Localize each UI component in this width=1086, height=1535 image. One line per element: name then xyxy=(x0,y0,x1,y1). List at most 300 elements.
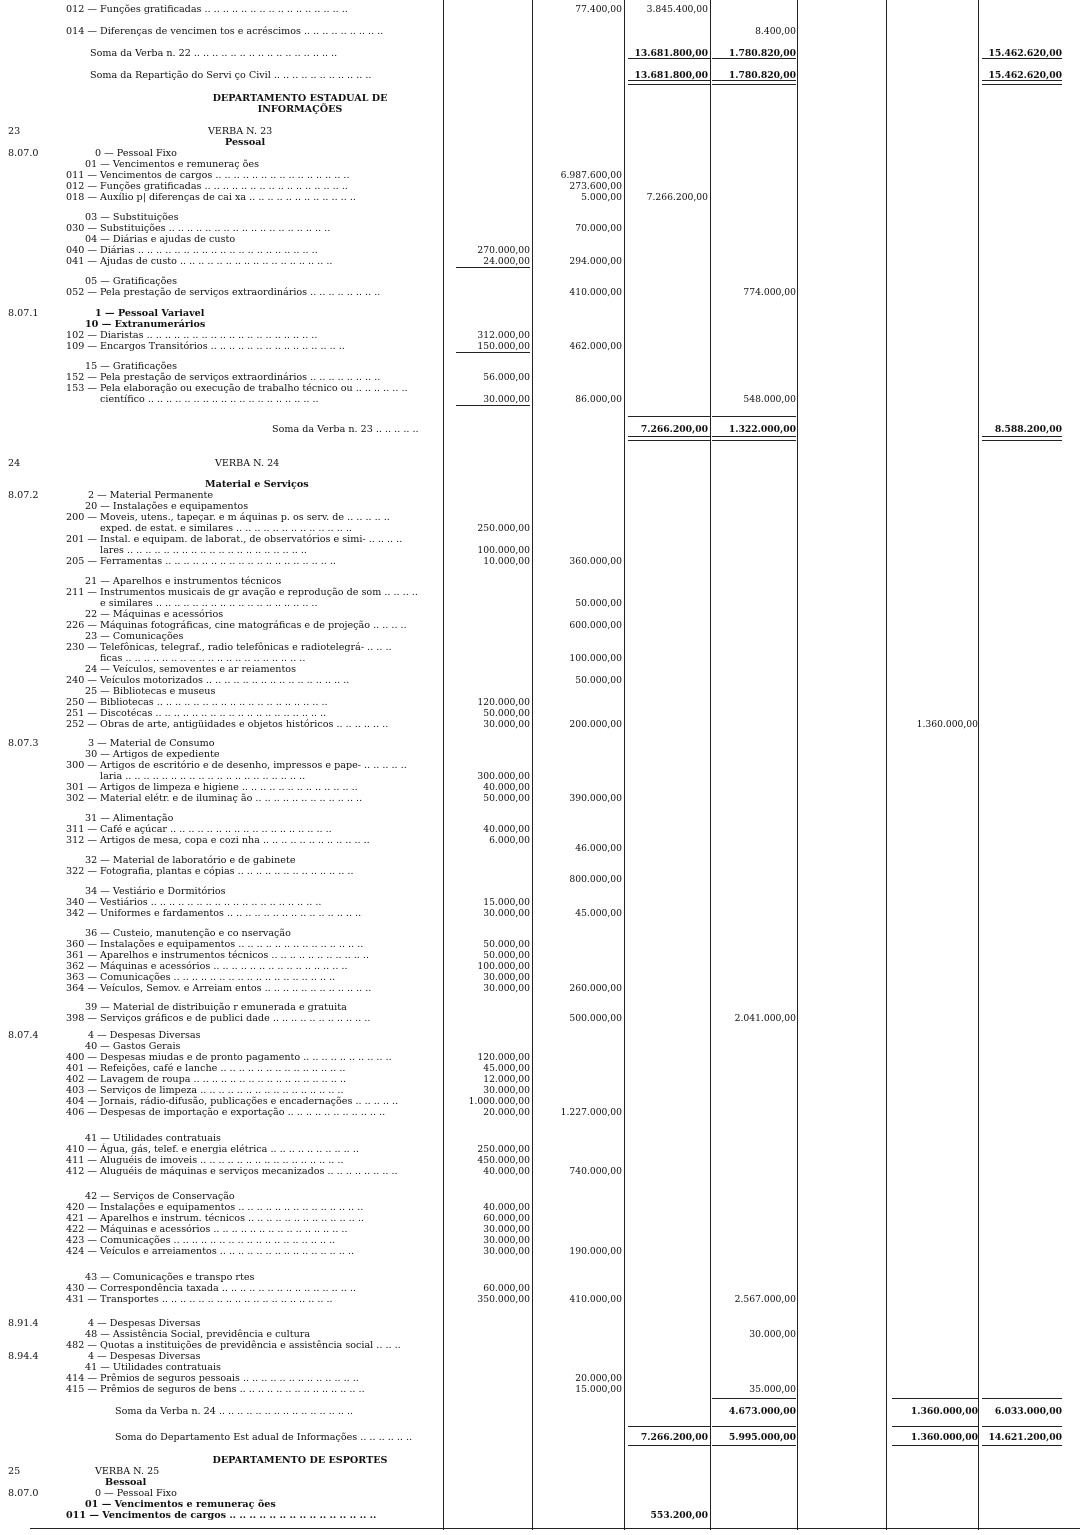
item-label: Soma da Verba n. 24 .. .. .. .. .. .. .. .. .. .. .. .. .. .. .. xyxy=(115,1406,354,1417)
ledger-row xyxy=(0,212,1086,223)
amount-c2: 5.000,00 xyxy=(581,192,622,203)
item-label: DEPARTAMENTO DE ESPORTES xyxy=(212,1455,388,1466)
amount-c1: 50.000,00 xyxy=(483,708,530,719)
item-label: 200 — Moveis, utens., tapeçar. e m áquinas p. os serv. de .. .. .. .. .. xyxy=(66,512,390,523)
ledger-row xyxy=(0,719,1086,730)
amount-c1: 250.000,00 xyxy=(477,523,530,534)
item-label: 30 — Artigos de expediente xyxy=(85,749,220,760)
ledger-row xyxy=(0,686,1086,697)
ledger-row xyxy=(0,1063,1086,1074)
amount-c6: 8.588.200,00 xyxy=(994,424,1062,435)
ledger-row xyxy=(0,458,1086,469)
ledger-row xyxy=(0,1013,1086,1024)
item-label: 360 — Instalações e equipamentos .. .. .. .. .. .. .. .. .. .. .. .. .. .. xyxy=(66,939,364,950)
amount-c2: 600.000,00 xyxy=(569,620,622,631)
ledger-row xyxy=(0,361,1086,372)
amount-c2: 260.000,00 xyxy=(569,983,622,994)
total-rule xyxy=(628,1445,710,1446)
ledger-row xyxy=(0,1294,1086,1305)
amount-c1: 20.000,00 xyxy=(483,1107,530,1118)
item-code: 8.07.2 xyxy=(8,490,39,501)
ledger-row xyxy=(0,1477,1086,1488)
amount-c1: 30.000,00 xyxy=(483,983,530,994)
ledger-row xyxy=(0,1155,1086,1166)
item-label: científico .. .. .. .. .. .. .. .. .. .. .. .. .. .. .. .. .. .. .. xyxy=(100,394,319,405)
amount-c1: 24.000,00 xyxy=(483,256,530,267)
amount-c4: 2.041.000,00 xyxy=(734,1013,796,1024)
total-rule xyxy=(712,1398,796,1399)
ledger-row xyxy=(0,642,1086,653)
ledger-row xyxy=(0,843,1086,854)
ledger-row xyxy=(0,1432,1086,1443)
total-rule xyxy=(712,416,796,417)
total-rule xyxy=(982,436,1062,437)
ledger-row xyxy=(0,782,1086,793)
item-label: 041 — Ajudas de custo .. .. .. .. .. .. .. .. .. .. .. .. .. .. .. .. .. xyxy=(66,256,333,267)
amount-c1: 270.000,00 xyxy=(477,245,530,256)
total-rule xyxy=(628,440,710,441)
total-rule xyxy=(982,1426,1062,1427)
item-label: laria .. .. .. .. .. .. .. .. .. .. .. .. .. .. .. .. .. .. .. .. xyxy=(100,771,306,782)
amount-c2: 273.600,00 xyxy=(569,181,622,192)
total-rule xyxy=(982,440,1062,441)
amount-c4: 1.322.000,00 xyxy=(728,424,796,435)
item-label: 422 — Máquinas e acessórios .. .. .. .. .. .. .. .. .. .. .. .. .. .. .. xyxy=(66,1224,348,1235)
amount-c2: 500.000,00 xyxy=(569,1013,622,1024)
item-label: 36 — Custeio, manutenção e co nservação xyxy=(85,928,291,939)
amount-c1: 30.000,00 xyxy=(483,719,530,730)
ledger-row xyxy=(0,1246,1086,1257)
ledger-row xyxy=(0,4,1086,15)
amount-c2: 200.000,00 xyxy=(569,719,622,730)
ledger-row xyxy=(0,1384,1086,1395)
amount-c3: 7.266.200,00 xyxy=(640,1432,708,1443)
amount-c3: 7.266.200,00 xyxy=(646,192,708,203)
amount-c3: 13.681.800,00 xyxy=(634,48,708,59)
ledger-row xyxy=(0,1455,1086,1466)
total-rule xyxy=(712,440,796,441)
item-label: 364 — Veículos, Semov. e Arreiam entos .. .. .. .. .. .. .. .. .. .. .. .. xyxy=(66,983,372,994)
item-label: 012 — Funções gratificadas .. .. .. .. .. .. .. .. .. .. .. .. .. .. .. .. xyxy=(66,181,348,192)
item-label: Soma da Verba n. 22 .. .. .. .. .. .. .. .. .. .. .. .. .. .. .. .. xyxy=(90,48,338,59)
ledger-row xyxy=(0,556,1086,567)
amount-c4: 5.995.000,00 xyxy=(728,1432,796,1443)
item-label: 48 — Assistência Social, previdência e cultura xyxy=(85,1329,311,1340)
item-label: 040 — Diárias .. .. .. .. .. .. .. .. .. .. .. .. .. .. .. .. .. .. .. .. xyxy=(66,245,318,256)
item-label: 302 — Material elétr. e de iluminaç ão .. .. .. .. .. .. .. .. .. .. .. .. xyxy=(66,793,363,804)
total-rule xyxy=(712,1426,796,1427)
item-label: 2 — Material Permanente xyxy=(88,490,214,501)
ledger-row xyxy=(0,793,1086,804)
amount-c3: 13.681.800,00 xyxy=(634,70,708,81)
item-label: 230 — Telefônicas, telegraf., radio telefônicas e radiotelegrá- .. .. .. xyxy=(66,642,392,653)
ledger-row xyxy=(0,341,1086,352)
ledger-row xyxy=(0,394,1086,405)
amount-c4: 2.567.000,00 xyxy=(734,1294,796,1305)
item-label: 011 — Vencimentos de cargos .. .. .. .. .. .. .. .. .. .. .. .. .. .. .. xyxy=(66,1510,377,1521)
item-label: e similares .. .. .. .. .. .. .. .. .. .. .. .. .. .. .. .. .. .. xyxy=(100,598,318,609)
amount-c4: 1.780.820,00 xyxy=(728,70,796,81)
amount-c4: 548.000,00 xyxy=(743,394,796,405)
item-label: 10 — Extranumerários xyxy=(85,319,206,330)
amount-c1: 30.000,00 xyxy=(483,908,530,919)
item-label: 21 — Aparelhos e instrumentos técnicos xyxy=(85,576,282,587)
item-label: 014 — Diferenças de vencimen tos e acréscimos .. .. .. .. .. .. .. .. .. xyxy=(66,26,384,37)
ledger-row xyxy=(0,1340,1086,1351)
ledger-row xyxy=(0,576,1086,587)
ledger-row xyxy=(0,961,1086,972)
item-label: 030 — Substituições .. .. .. .. .. .. .. .. .. .. .. .. .. .. .. .. .. .. xyxy=(66,223,331,234)
item-label: VERBA N. 23 xyxy=(208,126,273,137)
amount-c3: 7.266.200,00 xyxy=(640,424,708,435)
item-label: 401 — Refeições, café e lanche .. .. .. .. .. .. .. .. .. .. .. .. .. .. xyxy=(66,1063,346,1074)
ledger-row xyxy=(0,653,1086,664)
ledger-row xyxy=(0,26,1086,37)
total-rule xyxy=(892,1398,978,1399)
amount-c1: 10.000,00 xyxy=(483,556,530,567)
item-label: 39 — Material de distribuição r emunerada e gratuita xyxy=(85,1002,347,1013)
total-rule xyxy=(712,80,796,81)
amount-c4: 30.000,00 xyxy=(749,1329,796,1340)
ledger-row xyxy=(0,813,1086,824)
amount-c1: 40.000,00 xyxy=(483,782,530,793)
ledger-row xyxy=(0,48,1086,59)
amount-c1: 40.000,00 xyxy=(483,1202,530,1213)
ledger-row xyxy=(0,598,1086,609)
item-label: lares .. .. .. .. .. .. .. .. .. .. .. .. .. .. .. .. .. .. .. .. xyxy=(100,545,307,556)
amount-c2: 360.000,00 xyxy=(569,556,622,567)
item-label: 340 — Vestiários .. .. .. .. .. .. .. .. .. .. .. .. .. .. .. .. .. .. .. xyxy=(66,897,322,908)
amount-c2: 740.000,00 xyxy=(569,1166,622,1177)
ledger-row xyxy=(0,1096,1086,1107)
item-label: DEPARTAMENTO ESTADUAL DE xyxy=(212,93,388,104)
ledger-row xyxy=(0,223,1086,234)
item-label: 41 — Utilidades contratuais xyxy=(85,1362,221,1373)
amount-c1: 150.000,00 xyxy=(477,341,530,352)
ledger-row xyxy=(0,170,1086,181)
ledger-row xyxy=(0,1030,1086,1041)
ledger-row xyxy=(0,1166,1086,1177)
item-label: Material e Serviços xyxy=(205,479,309,490)
ledger-row xyxy=(0,512,1086,523)
amount-c1: 30.000,00 xyxy=(483,1235,530,1246)
ledger-row xyxy=(0,308,1086,319)
amount-c3: 3.845.400,00 xyxy=(646,4,708,15)
ledger-row xyxy=(0,383,1086,394)
ledger-row xyxy=(0,192,1086,203)
item-label: 415 — Prêmios de seguros de bens .. .. .. .. .. .. .. .. .. .. .. .. .. .. xyxy=(66,1384,365,1395)
item-label: 226 — Máquinas fotográficas, cine matográficas e de projeção .. .. .. .. xyxy=(66,620,407,631)
amount-c1: 50.000,00 xyxy=(483,793,530,804)
item-label: 398 — Serviços gráficos e de publici dade .. .. .. .. .. .. .. .. .. .. .. xyxy=(66,1013,371,1024)
item-label: 0 — Pessoal Fixo xyxy=(95,148,177,159)
total-rule xyxy=(456,405,530,406)
item-code: 8.94.4 xyxy=(8,1351,39,1362)
amount-c2: 410.000,00 xyxy=(569,287,622,298)
amount-c1: 60.000,00 xyxy=(483,1283,530,1294)
item-label: VERBA N. 25 xyxy=(95,1466,160,1477)
ledger-row xyxy=(0,897,1086,908)
item-label: 24 — Veículos, semoventes e ar reiamentos xyxy=(85,664,297,675)
amount-c1: 50.000,00 xyxy=(483,939,530,950)
ledger-row xyxy=(0,1052,1086,1063)
amount-c2: 1.227.000,00 xyxy=(560,1107,622,1118)
amount-c4: 1.780.820,00 xyxy=(728,48,796,59)
ledger-row xyxy=(0,1318,1086,1329)
ledger-row xyxy=(0,1466,1086,1477)
item-label: 403 — Serviços de limpeza .. .. .. .. .. .. .. .. .. .. .. .. .. .. .. .. xyxy=(66,1085,344,1096)
amount-c1: 1.000.000,00 xyxy=(468,1096,530,1107)
amount-c6: 15.462.620,00 xyxy=(988,70,1062,81)
ledger-row xyxy=(0,760,1086,771)
item-label: 300 — Artigos de escritório e de desenho, impressos e pape- .. .. .. .. .. xyxy=(66,760,407,771)
ledger-row xyxy=(0,159,1086,170)
ledger-row xyxy=(0,1406,1086,1417)
ledger-row xyxy=(0,490,1086,501)
item-label: 3 — Material de Consumo xyxy=(88,738,215,749)
item-label: 0 — Pessoal Fixo xyxy=(95,1488,177,1499)
total-rule xyxy=(982,1445,1062,1446)
total-rule xyxy=(982,80,1062,81)
ledger-row xyxy=(0,1235,1086,1246)
item-label: 109 — Encargos Transitórios .. .. .. .. .. .. .. .. .. .. .. .. .. .. .. xyxy=(66,341,345,352)
ledger-row xyxy=(0,675,1086,686)
amount-c1: 60.000,00 xyxy=(483,1213,530,1224)
item-code: 25 xyxy=(8,1466,21,1477)
amount-c1: 50.000,00 xyxy=(483,950,530,961)
total-rule xyxy=(982,58,1062,59)
item-label: 251 — Discotécas .. .. .. .. .. .. .. .. .. .. .. .. .. .. .. .. .. .. .. xyxy=(66,708,327,719)
amount-c1: 30.000,00 xyxy=(483,1246,530,1257)
item-label: 361 — Aparelhos e instrumentos técnicos .. .. .. .. .. .. .. .. .. .. .. xyxy=(66,950,369,961)
ledger-row xyxy=(0,928,1086,939)
ledger-row xyxy=(0,1191,1086,1202)
item-label: 410 — Água, gás, telef. e energia elétrica .. .. .. .. .. .. .. .. .. .. xyxy=(66,1144,359,1155)
amount-c1: 30.000,00 xyxy=(483,1224,530,1235)
ledger-row xyxy=(0,874,1086,885)
item-code: 8.07.0 xyxy=(8,1488,39,1499)
amount-c6: 6.033.000,00 xyxy=(994,1406,1062,1417)
ledger-row xyxy=(0,93,1086,104)
item-label: 342 — Uniformes e fardamentos .. .. .. .. .. .. .. .. .. .. .. .. .. .. .. xyxy=(66,908,362,919)
item-label: 01 — Vencimentos e remuneraç ões xyxy=(85,1499,276,1510)
amount-c1: 120.000,00 xyxy=(477,697,530,708)
item-label: 4 — Despesas Diversas xyxy=(88,1318,201,1329)
total-rule xyxy=(456,267,530,268)
item-label: 250 — Bibliotecas .. .. .. .. .. .. .. .. .. .. .. .. .. .. .. .. .. .. .. xyxy=(66,697,328,708)
item-label: 018 — Auxílio p| diferenças de cai xa .. .. .. .. .. .. .. .. .. .. .. .. xyxy=(66,192,356,203)
ledger-row xyxy=(0,664,1086,675)
item-label: 322 — Fotografia, plantas e cópias .. .. .. .. .. .. .. .. .. .. .. .. .. xyxy=(66,866,354,877)
ledger-row xyxy=(0,545,1086,556)
amount-c1: 250.000,00 xyxy=(477,1144,530,1155)
item-label: 1 — Pessoal Variavel xyxy=(95,308,205,319)
item-label: INFORMAÇÕES xyxy=(257,104,343,115)
amount-c5: 1.360.000,00 xyxy=(910,1406,978,1417)
ledger-row xyxy=(0,1202,1086,1213)
item-label: 412 — Aluguéis de máquinas e serviços mecanizados .. .. .. .. .. .. .. .. xyxy=(66,1166,398,1177)
amount-c5: 1.360.000,00 xyxy=(916,719,978,730)
item-label: ficas .. .. .. .. .. .. .. .. .. .. .. .. .. .. .. .. .. .. .. .. xyxy=(100,653,306,664)
amount-c2: 800.000,00 xyxy=(569,874,622,885)
amount-c4: 35.000,00 xyxy=(749,1384,796,1395)
amount-c1: 120.000,00 xyxy=(477,1052,530,1063)
item-label: 312 — Artigos de mesa, copa e cozi nha .. .. .. .. .. .. .. .. .. .. .. .. xyxy=(66,835,370,846)
total-rule xyxy=(628,84,710,85)
item-label: 04 — Diárias e ajudas de custo xyxy=(85,234,236,245)
amount-c1: 6.000,00 xyxy=(489,835,530,846)
ledger-row xyxy=(0,1272,1086,1283)
ledger-row xyxy=(0,609,1086,620)
item-label: 301 — Artigos de limpeza e higiene .. .. .. .. .. .. .. .. .. .. .. .. .. xyxy=(66,782,358,793)
item-label: 311 — Café e açúcar .. .. .. .. .. .. .. .. .. .. .. .. .. .. .. .. .. .. xyxy=(66,824,332,835)
amount-c2: 462.000,00 xyxy=(569,341,622,352)
item-label: 482 — Quotas a instituições de previdência e assistência social .. .. .. xyxy=(66,1340,401,1351)
item-label: 420 — Instalações e equipamentos .. .. .. .. .. .. .. .. .. .. .. .. .. .. xyxy=(66,1202,364,1213)
item-code: 8.91.4 xyxy=(8,1318,39,1329)
amount-c2: 6.987.600,00 xyxy=(560,170,622,181)
total-rule xyxy=(628,416,710,417)
total-rule xyxy=(628,436,710,437)
amount-c1: 56.000,00 xyxy=(483,372,530,383)
amount-c1: 450.000,00 xyxy=(477,1155,530,1166)
amount-c2: 100.000,00 xyxy=(569,653,622,664)
item-label: 400 — Despesas miudas e de pronto pagamento .. .. .. .. .. .. .. .. .. .. xyxy=(66,1052,392,1063)
ledger-row xyxy=(0,330,1086,341)
ledger-row xyxy=(0,771,1086,782)
item-label: 152 — Pela prestação de serviços extraordinários .. .. .. .. .. .. .. .. xyxy=(66,372,381,383)
item-label: 402 — Lavagem de roupa .. .. .. .. .. .. .. .. .. .. .. .. .. .. .. .. .. xyxy=(66,1074,346,1085)
ledger-row xyxy=(0,287,1086,298)
ledger-row xyxy=(0,738,1086,749)
item-label: 20 — Instalações e equipamentos xyxy=(85,501,249,512)
item-label: 153 — Pela elaboração ou execução de trabalho técnico ou .. .. .. .. .. .. xyxy=(66,383,408,394)
amount-c3: 553.200,00 xyxy=(650,1510,708,1521)
item-label: 421 — Aparelhos e instrum. técnicos .. .. .. .. .. .. .. .. .. .. .. .. .. xyxy=(66,1213,364,1224)
amount-c5: 1.360.000,00 xyxy=(910,1432,978,1443)
item-code: 8.07.0 xyxy=(8,148,39,159)
amount-c2: 410.000,00 xyxy=(569,1294,622,1305)
item-label: 32 — Material de laboratório e de gabinete xyxy=(85,855,296,866)
ledger-row xyxy=(0,424,1086,435)
total-rule xyxy=(628,1426,710,1427)
ledger-row xyxy=(0,972,1086,983)
amount-c2: 50.000,00 xyxy=(575,675,622,686)
total-rule xyxy=(628,58,710,59)
ledger-row xyxy=(0,1085,1086,1096)
total-rule xyxy=(712,1445,796,1446)
amount-c2: 15.000,00 xyxy=(575,1384,622,1395)
item-label: Soma da Repartição do Servi ço Civil .. .. .. .. .. .. .. .. .. .. .. xyxy=(90,70,372,81)
amount-c4: 4.673.000,00 xyxy=(728,1406,796,1417)
item-label: 41 — Utilidades contratuais xyxy=(85,1133,221,1144)
item-label: 05 — Gratificações xyxy=(85,276,178,287)
item-code: 8.07.4 xyxy=(8,1030,39,1041)
item-label: 404 — Jornais, rádio-difusão, publicações e encadernações .. .. .. .. .. xyxy=(66,1096,399,1107)
ledger-row xyxy=(0,479,1086,490)
amount-c1: 45.000,00 xyxy=(483,1063,530,1074)
item-label: 406 — Despesas de importação e exportação .. .. .. .. .. .. .. .. .. .. .. xyxy=(66,1107,386,1118)
item-label: 205 — Ferramentas .. .. .. .. .. .. .. .. .. .. .. .. .. .. .. .. .. .. .. xyxy=(66,556,336,567)
item-label: 431 — Transportes .. .. .. .. .. .. .. .. .. .. .. .. .. .. .. .. .. .. .. xyxy=(66,1294,333,1305)
amount-c2: 294.000,00 xyxy=(569,256,622,267)
item-label: 424 — Veículos e arreiamentos .. .. .. .. .. .. .. .. .. .. .. .. .. .. .. xyxy=(66,1246,354,1257)
item-label: 430 — Correspondência taxada .. .. .. .. .. .. .. .. .. .. .. .. .. .. .. xyxy=(66,1283,356,1294)
ledger-row xyxy=(0,1510,1086,1521)
ledger-row xyxy=(0,276,1086,287)
item-label: 362 — Máquinas e acessórios .. .. .. .. .. .. .. .. .. .. .. .. .. .. .. xyxy=(66,961,348,972)
bottom-rule xyxy=(30,1528,1080,1529)
amount-c1: 15.000,00 xyxy=(483,897,530,908)
ledger-row xyxy=(0,104,1086,115)
item-label: Soma da Verba n. 23 .. .. .. .. .. xyxy=(272,424,419,435)
ledger-row xyxy=(0,234,1086,245)
ledger-row xyxy=(0,886,1086,897)
ledger-row xyxy=(0,939,1086,950)
total-rule xyxy=(982,1398,1062,1399)
amount-c2: 50.000,00 xyxy=(575,598,622,609)
ledger-row xyxy=(0,1329,1086,1340)
item-label: 252 — Obras de arte, antigüidades e objetos históricos .. .. .. .. .. .. xyxy=(66,719,389,730)
ledger-row xyxy=(0,631,1086,642)
item-label: 42 — Serviços de Conservação xyxy=(85,1191,235,1202)
amount-c1: 30.000,00 xyxy=(483,394,530,405)
ledger-row xyxy=(0,126,1086,137)
ledger-row xyxy=(0,1351,1086,1362)
ledger-row xyxy=(0,824,1086,835)
ledger-row xyxy=(0,950,1086,961)
total-rule xyxy=(712,436,796,437)
total-rule xyxy=(892,1445,978,1446)
ledger-row xyxy=(0,1133,1086,1144)
amount-c2: 86.000,00 xyxy=(575,394,622,405)
amount-c2: 46.000,00 xyxy=(575,843,622,854)
amount-c4: 774.000,00 xyxy=(743,287,796,298)
item-label: Bessoal xyxy=(105,1477,147,1488)
item-label: exped. de estat. e similares .. .. .. .. .. .. .. .. .. .. .. .. .. xyxy=(100,523,352,534)
amount-c1: 40.000,00 xyxy=(483,824,530,835)
ledger-row xyxy=(0,855,1086,866)
ledger-row xyxy=(0,534,1086,545)
ledger-row xyxy=(0,319,1086,330)
ledger-row xyxy=(0,1488,1086,1499)
amount-c1: 40.000,00 xyxy=(483,1166,530,1177)
item-label: 240 — Veículos motorizados .. .. .. .. .. .. .. .. .. .. .. .. .. .. .. .. xyxy=(66,675,350,686)
item-label: 012 — Funções gratificadas .. .. .. .. .. .. .. .. .. .. .. .. .. .. .. .. xyxy=(66,4,348,15)
ledger-row xyxy=(0,1373,1086,1384)
item-label: 363 — Comunicações .. .. .. .. .. .. .. .. .. .. .. .. .. .. .. .. .. .. xyxy=(66,972,336,983)
amount-c1: 100.000,00 xyxy=(477,961,530,972)
item-code: 24 xyxy=(8,458,21,469)
item-label: 01 — Vencimentos e remuneraç ões xyxy=(85,159,260,170)
ledger-row xyxy=(0,749,1086,760)
ledger-row xyxy=(0,523,1086,534)
amount-c1: 30.000,00 xyxy=(483,1085,530,1096)
total-rule xyxy=(628,80,710,81)
item-label: 25 — Bibliotecas e museus xyxy=(85,686,216,697)
item-label: 31 — Alimentação xyxy=(85,813,174,824)
ledger-row xyxy=(0,620,1086,631)
item-label: 102 — Diaristas .. .. .. .. .. .. .. .. .. .. .. .. .. .. .. .. .. .. .. xyxy=(66,330,318,341)
item-label: 011 — Vencimentos de cargos .. .. .. .. .. .. .. .. .. .. .. .. .. .. .. xyxy=(66,170,350,181)
ledger-row xyxy=(0,587,1086,598)
total-rule xyxy=(712,58,796,59)
amount-c4: 8.400,00 xyxy=(755,26,796,37)
ledger-row xyxy=(0,697,1086,708)
item-label: 03 — Substituições xyxy=(85,212,179,223)
item-label: Soma do Departamento Est adual de Informações .. .. .. .. .. .. xyxy=(115,1432,413,1443)
item-label: 15 — Gratificações xyxy=(85,361,178,372)
